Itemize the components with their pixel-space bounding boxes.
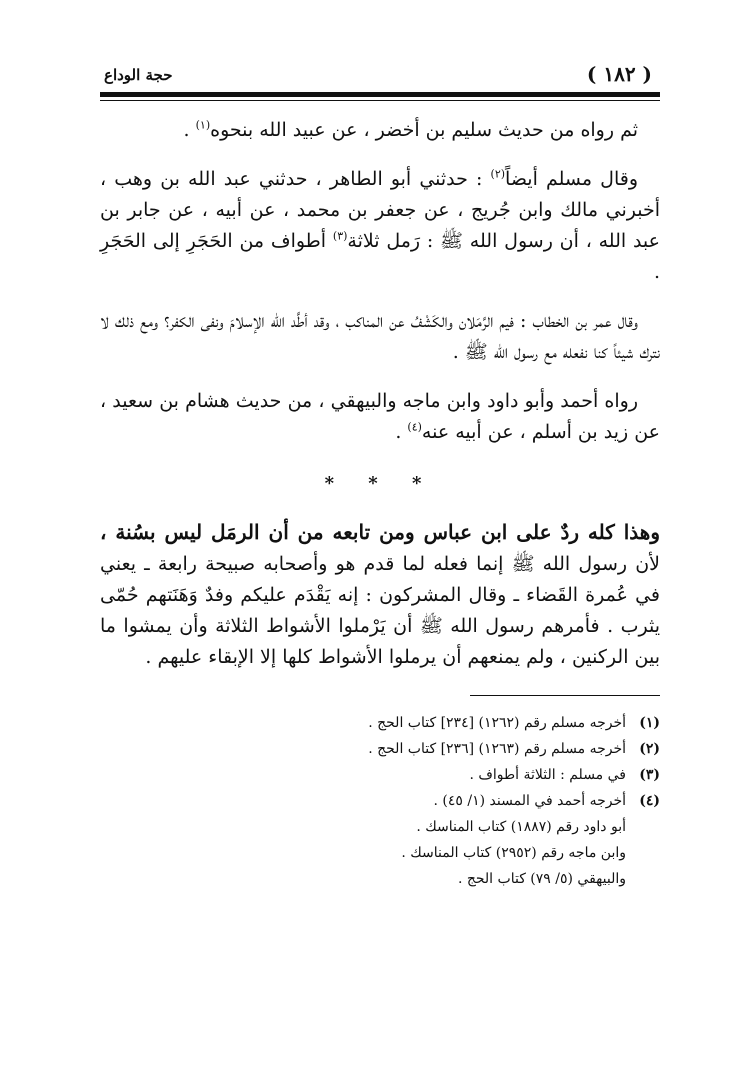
footnote-continuation: والبيهقي (٥/ ٧٩) كتاب الحج . bbox=[457, 871, 626, 887]
header-rule-thick bbox=[100, 92, 660, 97]
footnote: (٣)في مسلم : الثلاثة أطواف . bbox=[469, 767, 660, 783]
paragraph: وقال عمر بن الخطاب : فيم الرَّمَلان والكَشْفُ عن المناكب ، وقد أطَّد الله الإسلامَ ونفى الكفر؟ ومع ذلك لا نترك شيئاً كنا نفعله مع رسول الله ﷺ . bbox=[100, 310, 660, 363]
paragraph: رواه أحمد وأبو داود وابن ماجه والبيهقي ، من حديث هشام بن سعيد ، عن زيد بن أسلم ، عن أبيه عنه$^{(٤)}$ . bbox=[100, 390, 660, 443]
footnote-marker: (٣) bbox=[332, 229, 348, 243]
running-title: حجة الوداع bbox=[104, 66, 173, 84]
footnote-marker: (٤) bbox=[407, 420, 422, 434]
page-number: ( ١٨٢ ) bbox=[586, 62, 652, 86]
footnote: (٢)أخرجه مسلم رقم (١٢٦٣) [٢٣٦] كتاب الحج . bbox=[368, 741, 660, 757]
footnote-continuation: أبو داود رقم (١٨٨٧) كتاب المناسك . bbox=[416, 819, 626, 835]
paragraph: وهذا كله ردٌ على ابن عباس ومن تابعه من أن الرمَل ليس بسُنة ، لأن رسول الله ﷺ إنما فعله لما قدم هو وأصحابه صبيحة رابعة ـ يعني في عُمرة القَضاء ـ وقال المشركون : إنه يَقْدَم عليكم وفدٌ وَهَنَتهم حُمّى يثرب . فأمرهم رسول الله ﷺ أن يَرْملوا الأشواط الثلاثة وأن يمشوا ما بين الركنين ، ولم يمنعهم أن يرملوا الأشواط كلها إلا الإبقاء عليهم . bbox=[100, 520, 660, 668]
paragraph: ثم رواه من حديث سليم بن أخضر ، عن عبيد الله بنحوه$^{(١)}$ . bbox=[183, 118, 638, 141]
footnote-rule bbox=[470, 695, 660, 696]
footnote: (٤)أخرجه أحمد في المسند (١/ ٤٥) . bbox=[433, 793, 660, 809]
section-separator: * * * bbox=[324, 473, 436, 494]
page bbox=[100, 60, 660, 892]
bold-lead: وهذا كله ردٌ على ابن عباس ومن تابعه من أن الرمَل ليس بسُنة ، bbox=[100, 520, 660, 544]
footnote-continuation: وابن ماجه رقم (٢٩٥٢) كتاب المناسك . bbox=[401, 845, 626, 861]
footnote: (١)أخرجه مسلم رقم (١٢٦٢) [٢٣٤] كتاب الحج . bbox=[368, 715, 660, 731]
body-text bbox=[100, 115, 660, 673]
paragraph: وقال مسلم أيضاً$^{(٢)}$ : حدثني أبو الطاهر ، حدثني عبد الله بن وهب ، أخبرني مالك وابن جُريج ، عن جعفر بن محمد ، عن أبيه ، عن جابر بن عبد الله ، أن رسول الله ﷺ : رَمل ثلاثة$^{(٣)}$ أطواف من الحَجَرِ إلى الحَجَرِ . bbox=[100, 167, 661, 283]
page-header bbox=[100, 60, 660, 90]
footnote-marker: (١) bbox=[195, 118, 211, 132]
footnotes bbox=[100, 710, 660, 892]
header-rule-thin bbox=[100, 100, 660, 101]
footnote-marker: (٢) bbox=[490, 167, 506, 181]
